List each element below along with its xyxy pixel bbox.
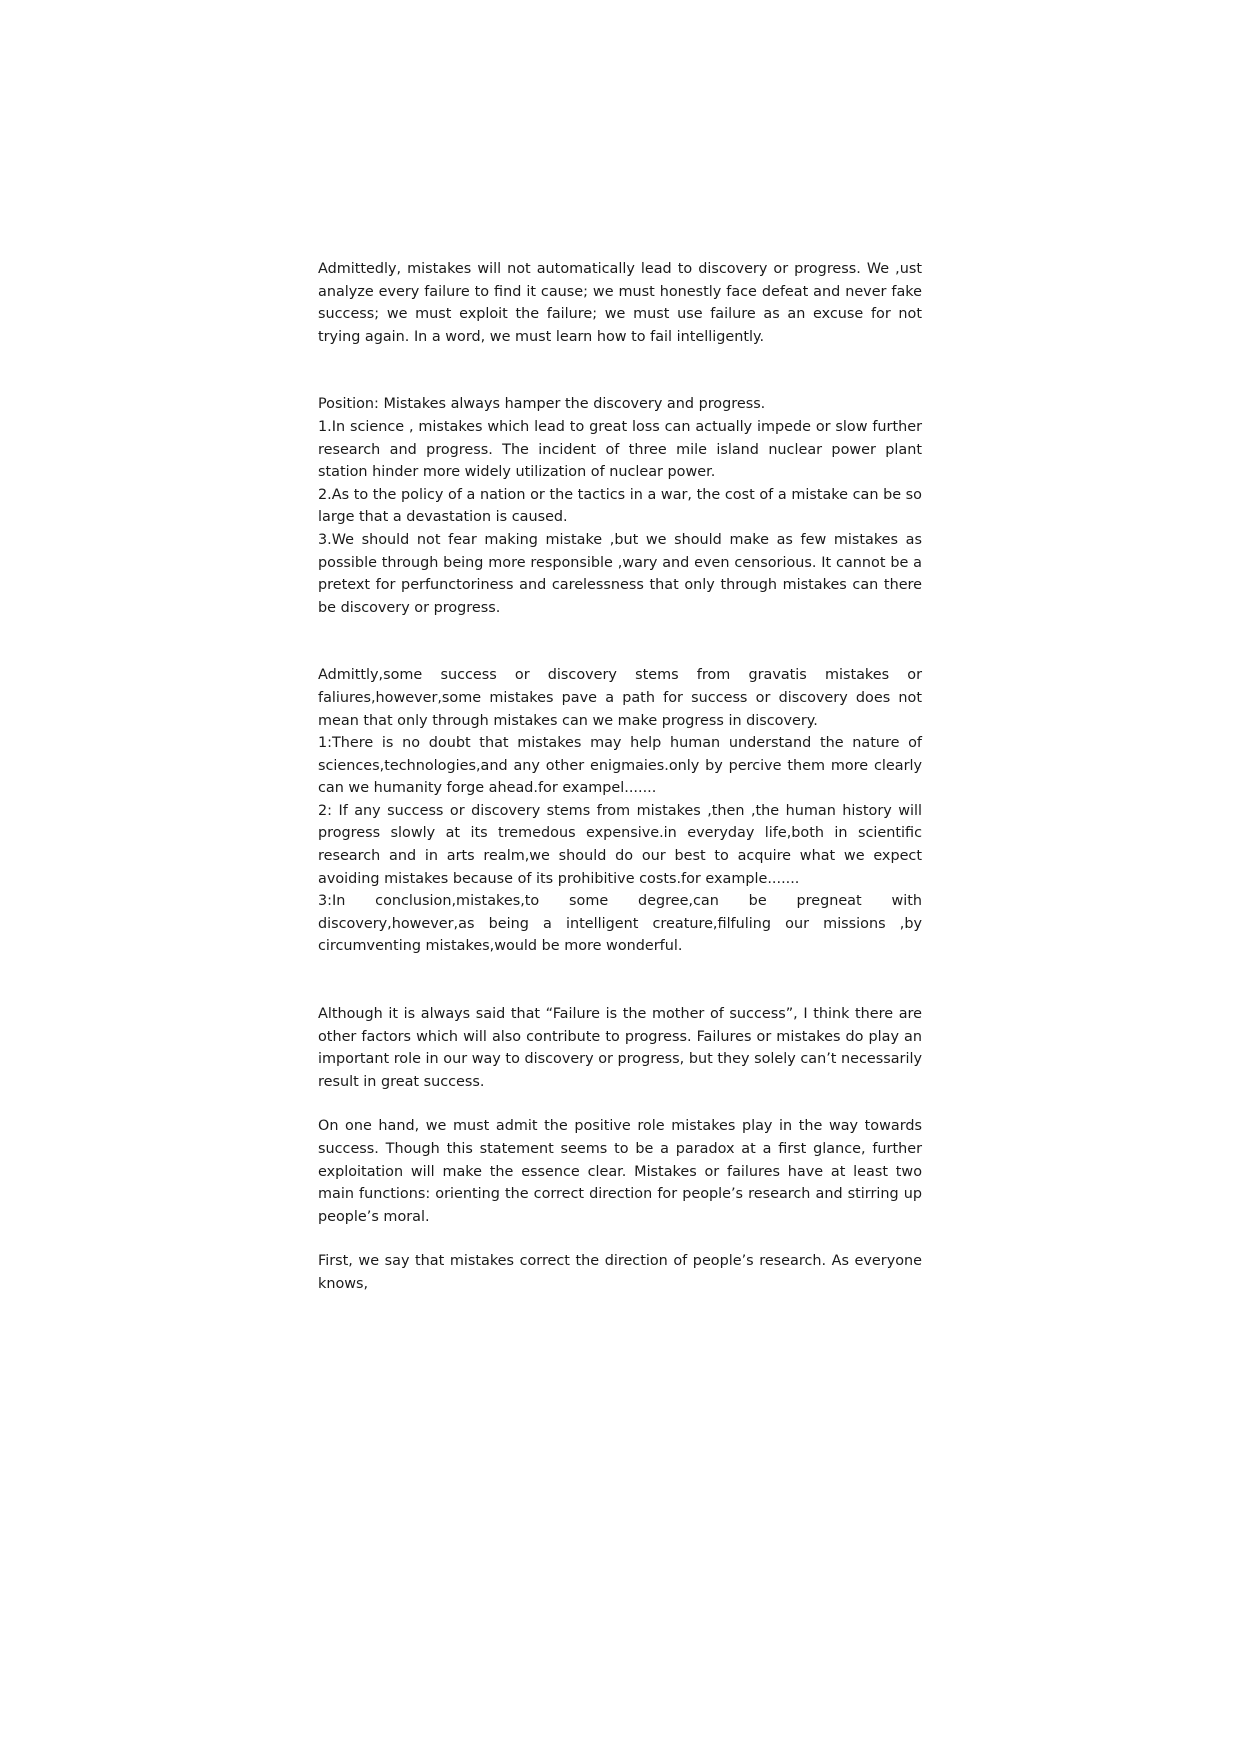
admittly-point-3: 3:In conclusion,mistakes,to some degree,can be pregneat with discovery,however,as being a intelligent creature,filfuling our missions ,by circumventing mistakes,would be more wonderful. (318, 893, 922, 955)
paragraph-first: First, we say that mistakes correct the direction of people’s research. As everyone knows, (318, 1253, 922, 1292)
paragraph-gap (318, 1093, 922, 1115)
section-gap (318, 619, 922, 664)
admittly-point-1: 1:There is no doubt that mistakes may help human understand the nature of sciences,technologies,and any other enigmaies.only by percive them more clearly can we humanity forge ahead.for exampel....... (318, 735, 922, 797)
position-statement: Position: Mistakes always hamper the discovery and progress. (318, 396, 766, 413)
section-gap (318, 348, 922, 393)
paragraph-gap (318, 1228, 922, 1250)
admittly-intro-rest: faliures,however,some mistakes pave a path for success or discovery does not mean that only through mistakes can we make progress in discovery. (318, 689, 922, 729)
position-point-2: 2.As to the policy of a nation or the tactics in a war, the cost of a mistake can be so large that a devastation is caused. (318, 486, 922, 526)
section-gap (318, 958, 922, 1003)
position-point-1: 1.In science , mistakes which lead to great loss can actually impede or slow further research and progress. The incident of three mile island nuclear power plant station hinder more widely utilization of nuclear power. (318, 418, 922, 481)
paragraph-admittedly: Admittedly, mistakes will not automatically lead to discovery or progress. We ,ust analyze every failure to find it cause; we must honestly face defeat and never fake success; we must exploit the failure; we must use failure as an excuse for not trying again. In a word, we must learn how to fail intelligently. (318, 261, 922, 345)
admittly-point-2: 2: If any success or discovery stems from mistakes ,then ,the human history will progress slowly at its tremedous expensive.in everyday life,both in scientific research and in arts realm,we should do our best to acquire what we expect avoiding mistakes because of its prohibitive costs.for example....... (318, 802, 922, 887)
position-point-3: 3.We should not fear making mistake ,but we should make as few mistakes as possible through being more responsible ,wary and even censorious. It cannot be a pretext for perfunctoriness and carelessness that only through mistakes can there be discovery or progress. (318, 531, 922, 616)
paragraph-although: Although it is always said that “Failure is the mother of success”, I think there are other factors which will also contribute to progress. Failures or mistakes do play an important role in our way to discovery or progress, but they solely can’t necessarily result in great success. (318, 1006, 922, 1090)
essay-body (318, 258, 922, 1296)
paragraph-on-one-hand: On one hand, we must admit the positive role mistakes play in the way towards success. Though this statement seems to be a paradox at a first glance, further exploitation will make the essence clear. Mistakes or failures have at least two main functions: orienting the correct direction for people’s research and stirring up people’s moral. (318, 1118, 922, 1225)
admittly-intro-first-line: Admittly,some success or discovery stems from gravatis mistakes or (318, 667, 922, 684)
